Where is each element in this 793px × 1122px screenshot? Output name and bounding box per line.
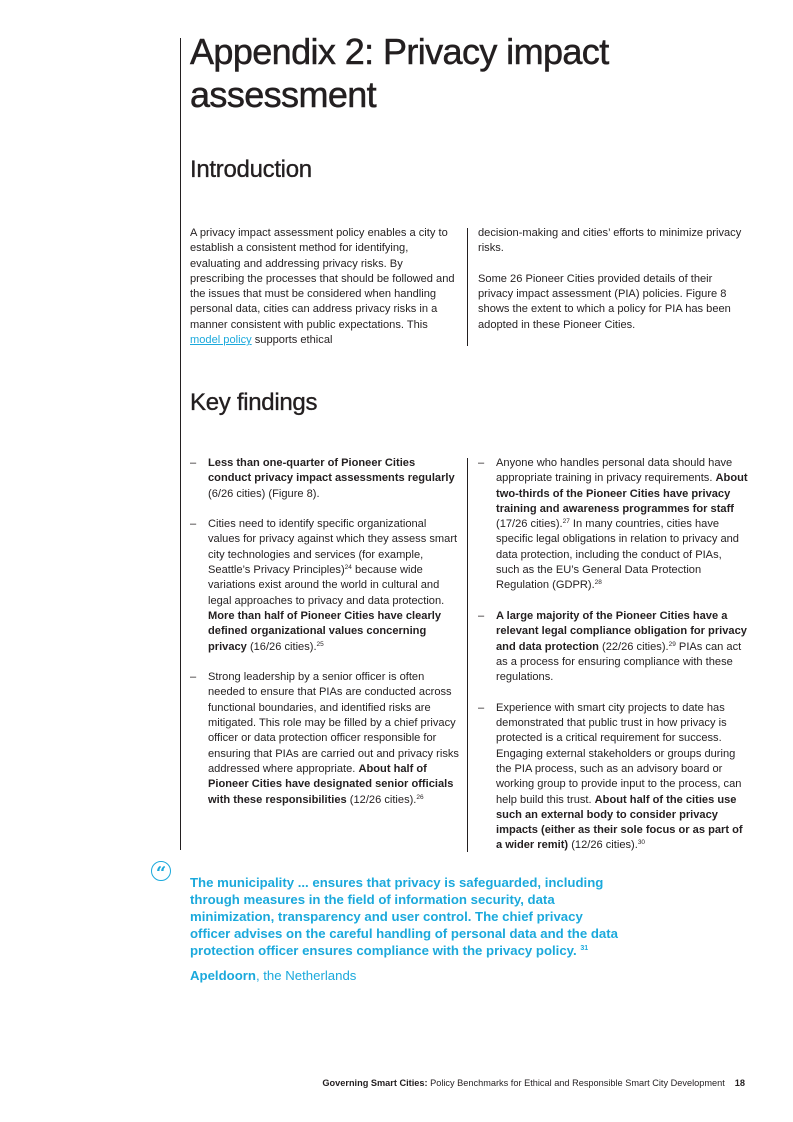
- finding-item: – Experience with smart city projects to date has demonstrated that public trust in how privacy is protected is a critical requirement for success. Engaging external stakeholders or groups during the PIA process, such as an advisory board or working group to provide input to the process, can help build this trust. About half of the cities use such an external body to consider privacy impacts (either as their sole focus or as part of a wider remit) (12/26 cities).$^{30}$: [478, 701, 748, 854]
- intro-left-column: [190, 226, 455, 364]
- quote-city: Apeldoorn: [190, 968, 256, 983]
- pull-quote: The municipality ... ensures that privacy is safeguarded, including through measures in the field of information security, data minimization, transparency and user control. The chief privacy officer advises on the careful handling of personal data and the data protection officer ensures compliance with the privacy policy. $^{31}$: [190, 875, 618, 958]
- quote-icon: “: [151, 861, 171, 881]
- quote-country: , the Netherlands: [255, 968, 357, 983]
- intro-paragraph-continued: decision-making and cities’ efforts to minimize privacy risks.: [478, 227, 742, 255]
- intro-right-column: [478, 226, 743, 348]
- quote-attribution: [190, 967, 356, 984]
- key-findings-heading: Key findings: [190, 389, 318, 416]
- finding-item: – Strong leadership by a senior officer is often needed to ensure that PIAs are conducted across functional boundaries, and identified risks are mitigated. This role may be filled by a chief privacy officer or data protection officer responsible for ensuring that PIAs are carried out and privacy risks addressed where appropriate. About half of Pioneer Cities have designated senior officials with these responsibilities (12/26 cities).$^{26}$: [190, 670, 460, 808]
- intro-paragraph-pioneer-cities: Some 26 Pioneer Cities provided details of their privacy impact assessment (PIA) policies. Figure 8 shows the extent to which a policy for PIA has been adopted in these Pioneer Cities.: [478, 272, 731, 331]
- introduction-heading: Introduction: [190, 156, 312, 183]
- page-number: 18: [734, 1078, 745, 1088]
- model-policy-link[interactable]: model policy: [190, 334, 252, 347]
- column-divider: [467, 228, 468, 346]
- column-divider: [467, 458, 468, 852]
- finding-item: – Less than one-quarter of Pioneer Cities conduct privacy impact assessments regularly (6/26 cities) (Figure 8).: [190, 456, 460, 502]
- findings-right-column: [478, 456, 748, 869]
- page-title: Appendix 2: Privacy impact assessment: [190, 31, 609, 115]
- finding-item: – A large majority of the Pioneer Cities have a relevant legal compliance obligation for privacy and data protection (22/26 cities).$^{29}$ PIAs can act as a process for ensuring compliance with these regulations.: [478, 609, 748, 685]
- finding-item: – Anyone who handles personal data should have appropriate training in privacy requirements. About two-thirds of the Pioneer Cities have privacy training and awareness programmes for staff (17/26 cities).$^{27}$ In many countries, cities have specific legal obligations in relation to privacy and data protection, including the conduct of PIAs, such as the EU’s General Data Protection Regulation (GDPR).$^{28}$: [478, 456, 748, 594]
- findings-left-column: [190, 456, 460, 823]
- intro-paragraph: A privacy impact assessment policy enables a city to establish a consistent method for identifying, evaluating and addressing privacy risks. By prescribing the processes that should be followed and the issues that must be considered when handling personal data, cities can address privacy risks in a manner consistent with public expectations. This model policy supports ethical: [190, 227, 455, 347]
- finding-item: – Cities need to identify specific organizational values for privacy against which they assess smart city technologies and services (for example, Seattle’s Privacy Principles)$^{24}$ because wide variations exist around the world in cultural and legal approaches to privacy and data protection. More than half of Pioneer Cities have clearly defined organizational values concerning privacy (16/26 cities).$^{25}$: [190, 517, 460, 655]
- margin-rule: [180, 38, 181, 850]
- page-footer: Governing Smart Cities: Policy Benchmarks for Ethical and Responsible Smart City Development 18: [322, 1078, 745, 1088]
